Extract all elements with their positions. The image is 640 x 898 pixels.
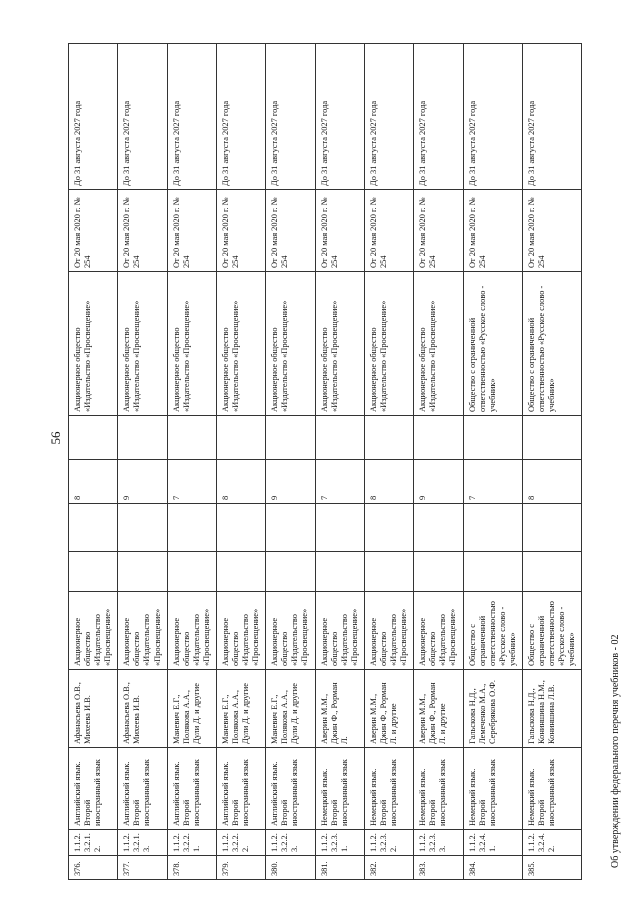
table-row (414, 44, 463, 880)
row-empty-cell (364, 416, 413, 460)
row-empty-cell (118, 552, 167, 592)
row-order: От 20 мая 2020 г. № 254 (216, 190, 265, 272)
row-publisher-full: Общество с ограниченной ответственностью «Русское слово - учебник» (463, 272, 522, 416)
row-publisher: Акционерное общество «Издательство «Просвещение» (167, 592, 216, 670)
row-publisher-full: Акционерное общество «Издательство «Просвещение» (266, 272, 315, 416)
textbook-table (68, 43, 582, 880)
row-valid-until: До 31 августа 2027 года (266, 44, 315, 190)
row-publisher-full: Акционерное общество «Издательство «Просвещение» (118, 272, 167, 416)
row-empty-cell (463, 504, 522, 552)
table-row (315, 44, 364, 880)
row-valid-until: До 31 августа 2027 года (522, 44, 581, 190)
row-empty-cell (522, 552, 581, 592)
row-publisher: Акционерное общество «Издательство «Просвещение» (118, 592, 167, 670)
table-row (69, 44, 118, 880)
row-empty-cell (69, 416, 118, 460)
row-code: 1.1.2.3.2.3.3. (414, 830, 463, 856)
row-empty-cell (167, 504, 216, 552)
page-number: 56 (48, 431, 63, 445)
row-publisher: Акционерное общество «Издательство «Просвещение» (266, 592, 315, 670)
row-grade: 8 (216, 460, 265, 504)
table-row (266, 44, 315, 880)
row-grade: 7 (315, 460, 364, 504)
row-valid-until: До 31 августа 2027 года (414, 44, 463, 190)
row-order: От 20 мая 2020 г. № 254 (118, 190, 167, 272)
row-subject: Немецкий язык. Второй иностранный язык (315, 748, 364, 830)
row-publisher: Акционерное общество «Издательство «Просвещение» (364, 592, 413, 670)
row-publisher-full: Акционерное общество «Издательство «Просвещение» (216, 272, 265, 416)
row-authors: Маневич Е.Г., Полякова А.А., Дули Д. и другие (216, 670, 265, 748)
row-grade: 8 (522, 460, 581, 504)
row-grade: 7 (463, 460, 522, 504)
row-publisher-full: Акционерное общество «Издательство «Просвещение» (414, 272, 463, 416)
row-valid-until: До 31 августа 2027 года (364, 44, 413, 190)
row-number: 385. (522, 856, 581, 880)
table-row (463, 44, 522, 880)
row-order: От 20 мая 2020 г. № 254 (414, 190, 463, 272)
row-empty-cell (167, 552, 216, 592)
row-empty-cell (266, 416, 315, 460)
table-row (118, 44, 167, 880)
table-row (364, 44, 413, 880)
row-publisher-full: Акционерное общество «Издательство «Просвещение» (364, 272, 413, 416)
row-empty-cell (315, 504, 364, 552)
table-row (167, 44, 216, 880)
row-code: 1.1.2.3.2.2.2. (216, 830, 265, 856)
row-order: От 20 мая 2020 г. № 254 (167, 190, 216, 272)
row-code: 1.1.2.3.2.2.1. (167, 830, 216, 856)
row-subject: Немецкий язык. Второй иностранный язык (364, 748, 413, 830)
row-authors: Маневич Е.Г., Полякова А.А., Дули Д. и другие (266, 670, 315, 748)
row-number: 377. (118, 856, 167, 880)
row-grade: 8 (69, 460, 118, 504)
row-authors: Гальскова Н.Д., Лемеченко М.А., Серебрякова О.Ф. (463, 670, 522, 748)
row-subject: Английский язык. Второй иностранный язык (118, 748, 167, 830)
row-number: 381. (315, 856, 364, 880)
row-subject: Английский язык. Второй иностранный язык (167, 748, 216, 830)
row-subject: Немецкий язык. Второй иностранный язык (522, 748, 581, 830)
row-number: 383. (414, 856, 463, 880)
row-order: От 20 мая 2020 г. № 254 (364, 190, 413, 272)
row-grade: 9 (266, 460, 315, 504)
row-order: От 20 мая 2020 г. № 254 (463, 190, 522, 272)
row-code: 1.1.2.3.2.4.2. (522, 830, 581, 856)
table-body (69, 44, 582, 880)
row-empty-cell (414, 416, 463, 460)
row-code: 1.1.2.3.2.1.2. (69, 830, 118, 856)
row-empty-cell (118, 504, 167, 552)
table-row (522, 44, 581, 880)
row-empty-cell (216, 504, 265, 552)
row-valid-until: До 31 августа 2027 года (118, 44, 167, 190)
row-empty-cell (463, 416, 522, 460)
row-empty-cell (364, 504, 413, 552)
row-authors: Аверин М.М., Джин Ф., Рорман Л. и другие (364, 670, 413, 748)
row-authors: Маневич Е.Г., Полякова А.А., Дули Д. и другие (167, 670, 216, 748)
row-order: От 20 мая 2020 г. № 254 (522, 190, 581, 272)
row-subject: Немецкий язык. Второй иностранный язык (414, 748, 463, 830)
row-empty-cell (522, 416, 581, 460)
row-publisher-full: Акционерное общество «Издательство «Просвещение» (69, 272, 118, 416)
row-authors: Аверин М.М., Джин Ф., Рорман Л. (315, 670, 364, 748)
row-valid-until: До 31 августа 2027 года (216, 44, 265, 190)
row-empty-cell (266, 504, 315, 552)
row-authors: Аверин М.М., Джин Ф., Рорман Л. и другие (414, 670, 463, 748)
row-empty-cell (69, 504, 118, 552)
row-number: 384. (463, 856, 522, 880)
row-code: 1.1.2.3.2.3.1. (315, 830, 364, 856)
row-subject: Английский язык. Второй иностранный язык (69, 748, 118, 830)
row-grade: 9 (414, 460, 463, 504)
row-valid-until: До 31 августа 2027 года (167, 44, 216, 190)
row-order: От 20 мая 2020 г. № 254 (266, 190, 315, 272)
row-empty-cell (414, 504, 463, 552)
row-empty-cell (216, 552, 265, 592)
row-valid-until: До 31 августа 2027 года (315, 44, 364, 190)
row-subject: Немецкий язык. Второй иностранный язык (463, 748, 522, 830)
row-number: 382. (364, 856, 413, 880)
row-authors: Афанасьева О.В., Михеева И.В. (118, 670, 167, 748)
row-authors: Гальскова Н.Д., Кониншина Н.М., Кониншина Л.В. (522, 670, 581, 748)
row-empty-cell (414, 552, 463, 592)
row-publisher: Общество с ограниченной ответственностью «Русское слово - учебник» (522, 592, 581, 670)
row-number: 380. (266, 856, 315, 880)
row-publisher-full: Акционерное общество «Издательство «Просвещение» (167, 272, 216, 416)
row-empty-cell (463, 552, 522, 592)
row-empty-cell (216, 416, 265, 460)
row-authors: Афанасьева О.В., Михеева И.В. (69, 670, 118, 748)
row-publisher: Акционерное общество «Издательство «Просвещение» (69, 592, 118, 670)
row-grade: 7 (167, 460, 216, 504)
row-empty-cell (522, 504, 581, 552)
row-empty-cell (364, 552, 413, 592)
row-publisher-full: Акционерное общество «Издательство «Просвещение» (315, 272, 364, 416)
row-number: 378. (167, 856, 216, 880)
row-empty-cell (118, 416, 167, 460)
row-empty-cell (167, 416, 216, 460)
row-publisher: Акционерное общество «Издательство «Просвещение» (216, 592, 265, 670)
row-grade: 9 (118, 460, 167, 504)
row-publisher-full: Общество с ограниченной ответственностью «Русское слово - учебник» (522, 272, 581, 416)
row-empty-cell (315, 552, 364, 592)
row-code: 1.1.2.3.2.2.3. (266, 830, 315, 856)
row-subject: Английский язык. Второй иностранный язык (216, 748, 265, 830)
row-grade: 8 (364, 460, 413, 504)
row-valid-until: До 31 августа 2027 года (69, 44, 118, 190)
row-order: От 20 мая 2020 г. № 254 (315, 190, 364, 272)
row-number: 379. (216, 856, 265, 880)
row-subject: Английский язык. Второй иностранный язык (266, 748, 315, 830)
row-publisher: Акционерное общество «Издательство «Просвещение» (414, 592, 463, 670)
table-row (216, 44, 265, 880)
row-empty-cell (69, 552, 118, 592)
row-code: 1.1.2.3.2.4.1. (463, 830, 522, 856)
row-valid-until: До 31 августа 2027 года (463, 44, 522, 190)
row-publisher: Акционерное общество «Издательство «Просвещение» (315, 592, 364, 670)
row-empty-cell (266, 552, 315, 592)
row-empty-cell (315, 416, 364, 460)
row-code: 1.1.2.3.2.1.3. (118, 830, 167, 856)
row-code: 1.1.2.3.2.3.2. (364, 830, 413, 856)
row-order: От 20 мая 2020 г. № 254 (69, 190, 118, 272)
row-publisher: Общество с ограниченной ответственностью «Русское слово - учебник» (463, 592, 522, 670)
row-number: 376. (69, 856, 118, 880)
footer-note: Об утверждении федерального перечня учебников - 02 (610, 634, 621, 868)
